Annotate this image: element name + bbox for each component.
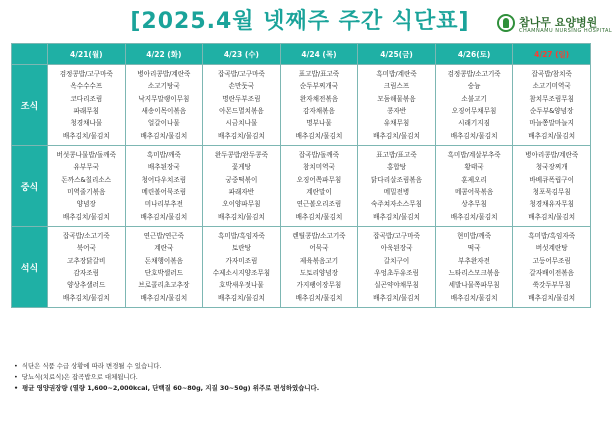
menu-item: 잡곡밥/참치죽: [531, 69, 572, 78]
menu-item: 부추완자전: [458, 256, 491, 265]
menu-item: 소불고기: [461, 94, 487, 103]
menu-item: 배추김치/물김치: [528, 293, 576, 302]
menu-item: 표고밥/표고죽: [376, 150, 417, 159]
menu-item: 제육볶음고기: [299, 256, 339, 265]
menu-item: 고등어무조림: [532, 256, 571, 265]
menu-item: 메린볼어묵조림: [141, 188, 187, 196]
menu-cell: [435, 146, 513, 227]
menu-cell: [48, 146, 126, 227]
menu-item: 배추김치/물김치: [140, 131, 188, 140]
menu-item: 유채무침: [383, 119, 410, 128]
menu-item: 청경채나물: [70, 119, 103, 128]
menu-item: 토란탕: [231, 244, 251, 253]
oak-tree-icon: [497, 14, 515, 32]
menu-item: 배추김치/물김치: [373, 212, 420, 221]
menu-item: 소고기탕국: [147, 82, 180, 91]
menu-item: 단호박샐러드: [144, 269, 183, 277]
menu-cell: [125, 146, 203, 227]
meal-row-dinner: [12, 227, 591, 308]
menu-item: 가자미조림: [225, 256, 258, 265]
menu-item: 돈까스&칠리소스: [61, 175, 112, 184]
meal-label: 석식: [12, 227, 48, 308]
menu-item: 파래무침: [73, 107, 100, 115]
menu-item: 느타리스모크볶음: [448, 269, 500, 277]
menu-item: 병아리콩밥/계란죽: [137, 69, 191, 78]
menu-item: 배추김치/물김치: [62, 212, 110, 221]
menu-item: 계란말이: [306, 188, 332, 196]
menu-item: 메밀전병: [383, 188, 410, 196]
menu-item: 얼갈이나물: [147, 119, 180, 128]
menu-item: 떡국: [467, 244, 481, 253]
menu-item: 잡곡밥/소고기죽: [62, 231, 110, 240]
menu-cell: [435, 227, 513, 308]
menu-item: 잡곡밥/고구마죽: [373, 231, 420, 240]
menu-item: 도토리양념장: [299, 269, 339, 277]
menu-item: 완자채전볶음: [299, 94, 339, 103]
menu-item: 청어다우치조림: [141, 175, 187, 184]
menu-item: 렌틸콩밥/소고기죽: [292, 231, 346, 240]
menu-item: 모둠해물볶음: [377, 94, 416, 103]
menu-item: 검정콩밥/고구마죽: [59, 69, 113, 78]
menu-item: 코다리조림: [70, 94, 103, 103]
menu-item: 수제소시지양조무침: [212, 269, 271, 277]
menu-item: 꽃게탕: [231, 163, 251, 172]
menu-cell: [280, 146, 358, 227]
menu-item: 숭늉: [467, 82, 481, 91]
menu-cell: [203, 227, 281, 308]
menu-item: 북어국: [76, 244, 96, 253]
menu-item: 미역줄기볶음: [67, 188, 106, 196]
menu-item: 손만둣국: [228, 82, 255, 91]
menu-item: 세발나물쪽파무침: [448, 281, 500, 290]
menu-cell: [513, 65, 591, 146]
menu-item: 참치미역국: [303, 163, 335, 172]
menu-item: 청국장찌개: [535, 163, 568, 172]
menu-cell: [358, 227, 436, 308]
menu-item: 배추김치/물김치: [450, 212, 498, 221]
menu-item: 감자채볶음: [303, 107, 335, 115]
menu-item: 양상추샐러드: [67, 281, 106, 290]
menu-item: 배추김치/물김치: [140, 293, 188, 302]
menu-item: 계란국: [154, 244, 174, 253]
menu-item: 배추김치/물김치: [450, 131, 498, 140]
menu-item: 버섯계란탕: [535, 244, 568, 253]
menu-item: 순두부&양념장: [530, 107, 574, 115]
menu-item: 훈제오리: [461, 175, 487, 184]
meal-label: 중식: [12, 146, 48, 227]
logo-name: 참나무 요양병원: [519, 16, 598, 29]
menu-item: 우엉초두유조림: [374, 269, 419, 277]
menu-item: 상추무침: [461, 200, 487, 209]
menu-item: 실곤약야채무침: [374, 281, 419, 290]
menu-item: 현미밥/깨죽: [457, 231, 492, 240]
meal-label: 조식: [12, 65, 48, 146]
menu-cell: [358, 65, 436, 146]
notes: [14, 361, 594, 394]
note-item: • 평균 영양권장량 (열량 1,600~2,000kcal, 단백질 60~80g, 지질 30~50g) 위주로 편성하였습니다.: [14, 383, 594, 394]
menu-cell: [280, 65, 358, 146]
menu-item: 옥수수수프: [70, 82, 103, 91]
weekly-menu-table: [11, 43, 591, 308]
menu-item: 흑미밥/깨죽: [146, 150, 181, 159]
menu-item: 배추김치/물김치: [528, 212, 576, 221]
menu-item: 갈자배이전볶음: [529, 269, 574, 277]
menu-item: 아욱된장국: [380, 244, 413, 253]
menu-item: 배추김치/물김치: [295, 293, 343, 302]
menu-item: 감자조림: [73, 269, 100, 277]
note-item: • 당뇨식(치료식)은 잡곡밥으로 대체됩니다.: [14, 372, 594, 383]
menu-item: 청경채유자무침: [529, 200, 574, 209]
menu-item: 배추김치/물김치: [62, 293, 110, 302]
header-corner: [12, 44, 48, 65]
menu-item: 시금치나물: [225, 119, 258, 128]
menu-item: 미나리부추전: [144, 200, 183, 209]
day-header: 4/23 (수): [203, 44, 281, 65]
menu-item: 순두부찌개국: [299, 82, 339, 91]
day-header: 4/26(토): [435, 44, 513, 65]
menu-item: 마늘쫑말마늘지: [529, 119, 574, 128]
menu-item: 궁중떡볶이: [225, 175, 258, 184]
menu-item: 아몬드멸치볶음: [219, 107, 264, 115]
header: [0, 6, 612, 38]
menu-item: 배추김치/물김치: [450, 293, 498, 302]
day-header: 4/25(금): [358, 44, 436, 65]
menu-item: 배추김치/물김치: [218, 131, 265, 140]
menu-item: 호박새우젓나물: [219, 281, 264, 290]
menu-cell: [48, 227, 126, 308]
menu-item: 버섯콩나물밥/돌깨죽: [56, 150, 117, 159]
day-header: 4/24 (목): [280, 44, 358, 65]
menu-item: 고추장닭갈비: [67, 256, 106, 265]
menu-item: 배추김치/물김치: [218, 293, 265, 302]
menu-item: 배추된장국: [147, 163, 180, 172]
menu-item: 표고밥/표고죽: [298, 69, 340, 78]
menu-item: 배추김치/물김치: [373, 131, 420, 140]
menu-item: 흑미밥/계란죽: [376, 69, 417, 78]
menu-item: 콩자반: [386, 107, 407, 115]
menu-cell: [280, 227, 358, 308]
menu-item: 완두콩밥/완두콩죽: [214, 150, 268, 159]
menu-cell: [203, 146, 281, 227]
menu-item: 참치무조림무침: [529, 94, 574, 103]
menu-item: 검정콩밥/소고기죽: [447, 69, 501, 78]
menu-item: 배추김치/물김치: [62, 131, 110, 140]
menu-item: 브로콜리초고추장: [138, 281, 190, 290]
menu-cell: [435, 65, 513, 146]
menu-cell: [358, 146, 436, 227]
logo-subtitle: CHAMNAMU NURSING HOSPITAL: [519, 28, 612, 34]
page-title: [2025.4월 넷째주 주간 식단표]: [130, 9, 470, 34]
menu-item: 배추김치/물김치: [295, 212, 343, 221]
menu-item: 가지팽이장무침: [296, 281, 342, 290]
menu-item: 잡곡밥/고구마죽: [218, 69, 265, 78]
menu-item: 오징어쪽파무침: [296, 175, 342, 184]
menu-item: 병아리콩밥/계란죽: [525, 150, 579, 159]
menu-item: 오징어무채무침: [451, 107, 497, 115]
menu-item: 파래자반: [228, 188, 255, 196]
menu-item: 메콤어묵볶음: [454, 188, 494, 196]
menu-item: 명부나물: [306, 119, 332, 128]
menu-item: 돈채행이볶음: [144, 256, 183, 265]
menu-item: 새송이목이볶음: [141, 107, 187, 115]
menu-item: 배추김치/물김치: [218, 212, 265, 221]
menu-item: 잡곡밥/돌깨죽: [298, 150, 340, 159]
menu-item: 배추김치/물김치: [373, 293, 420, 302]
menu-item: 크림스프: [383, 82, 410, 91]
day-header-row: [12, 44, 591, 65]
menu-item: 시래기지짐: [458, 119, 491, 128]
menu-item: 청포묵김무침: [532, 188, 571, 196]
menu-item: 양념장: [76, 200, 96, 209]
menu-cell: [513, 146, 591, 227]
menu-item: 명란두부조림: [222, 94, 261, 103]
menu-item: 홍합탕: [386, 163, 407, 172]
menu-item: 유부무국: [73, 163, 100, 172]
meal-row-lunch: [12, 146, 591, 227]
menu-item: 황태국: [464, 163, 484, 172]
menu-item: 흑미밥/계살부추죽: [447, 150, 501, 159]
day-header-sunday: 4/27 (일): [513, 44, 591, 65]
meal-row-breakfast: [12, 65, 591, 146]
menu-cell: [513, 227, 591, 308]
menu-item: 숙주쳐자소스무침: [371, 200, 423, 209]
menu-cell: [125, 227, 203, 308]
menu-item: 소고기미역국: [532, 82, 571, 91]
menu-item: 닭다리살조림볶음: [371, 175, 423, 184]
menu-item: 오이양파무침: [222, 200, 261, 209]
menu-item: 배추김치/물김치: [140, 212, 188, 221]
menu-item: 낙지무말랭이무침: [138, 94, 190, 103]
day-header: 4/22 (화): [125, 44, 203, 65]
menu-item: 어묵국: [309, 244, 329, 253]
menu-item: 갈치구이: [383, 256, 410, 265]
menu-cell: [125, 65, 203, 146]
note-item: • 식단은 식품 수급 상황에 따라 변경될 수 있습니다.: [14, 361, 594, 372]
menu-cell: [48, 65, 126, 146]
menu-item: 바베큐폭립구이: [529, 175, 574, 184]
menu-item: 배추김치/물김치: [295, 131, 343, 140]
menu-item: 연근밥/연근죽: [143, 231, 185, 240]
menu-item: 흑미밥/흑임자죽: [218, 231, 265, 240]
menu-item: 연근볼오리조림: [296, 200, 342, 209]
menu-item: 쑥갓두부무침: [532, 281, 571, 290]
menu-cell: [203, 65, 281, 146]
day-header: 4/21(월): [48, 44, 126, 65]
menu-item: 배추김치/물김치: [528, 131, 576, 140]
menu-item: 흑미밥/흑임자죽: [528, 231, 576, 240]
hospital-logo: [497, 12, 612, 36]
